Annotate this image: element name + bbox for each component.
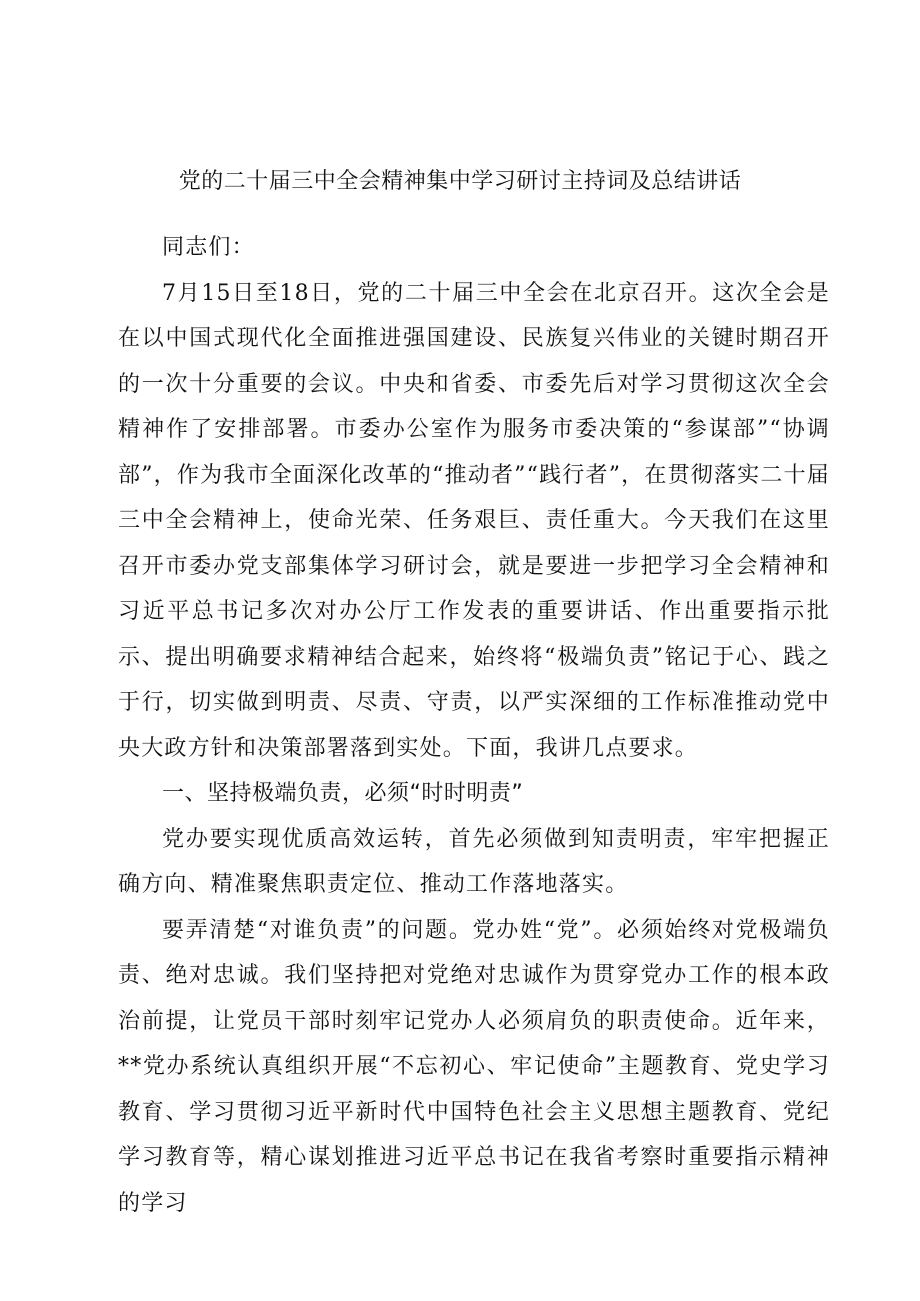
section1-paragraph-1: 党办要实现优质高效运转，首先必须做到知责明责，牢牢把握正确方向、精准聚焦职责定位、推动工作落地落实。	[118, 826, 830, 897]
section-heading-1: 一、坚持极端负责，必须“时时明责”	[162, 781, 524, 806]
document-body	[118, 225, 830, 1226]
intro-paragraph: 7月15日至18日，党的二十届三中全会在北京召开。这次全会是在以中国式现代化全面推进强国建设、民族复兴伟业的关键时期召开的一次十分重要的会议。中央和省委、市委先后对学习贯彻这次全会精神作了安排部署。市委办公室作为服务市委决策的“参谋部”“协调部”，作为我市全面深化改革的“推动者”“践行者”，在贯彻落实二十届三中全会精神上，使命光荣、任务艰巨、责任重大。今天我们在这里召开市委办党支部集体学习研讨会，就是要进一步把学习全会精神和习近平总书记多次对办公厅工作发表的重要讲话、作出重要指示批示、提出明确要求精神结合起来，始终将“极端负责”铭记于心、践之于行，切实做到明责、尽责、守责，以严实深细的工作标准推动党中央大政方针和决策部署落到实处。下面，我讲几点要求。	[118, 280, 830, 761]
salutation: 同志们：	[162, 235, 255, 260]
document-title: 党的二十届三中全会精神集中学习研讨主持词及总结讲话	[178, 169, 742, 194]
section1-paragraph-2: 要弄清楚“对谁负责”的问题。党办姓“党”。必须始终对党极端负责、绝对忠诚。我们坚持把对党绝对忠诚作为贯穿党办工作的根本政治前提，让党员干部时刻牢记党办人必须肩负的职责使命。近年来，**党办系统认真组织开展“不忘初心、牢记使命”主题教育、党史学习教育、学习贯彻习近平新时代中国特色社会主义思想主题教育、党纪学习教育等，精心谋划推进习近平总书记在我省考察时重要指示精神的学习	[118, 917, 830, 1216]
